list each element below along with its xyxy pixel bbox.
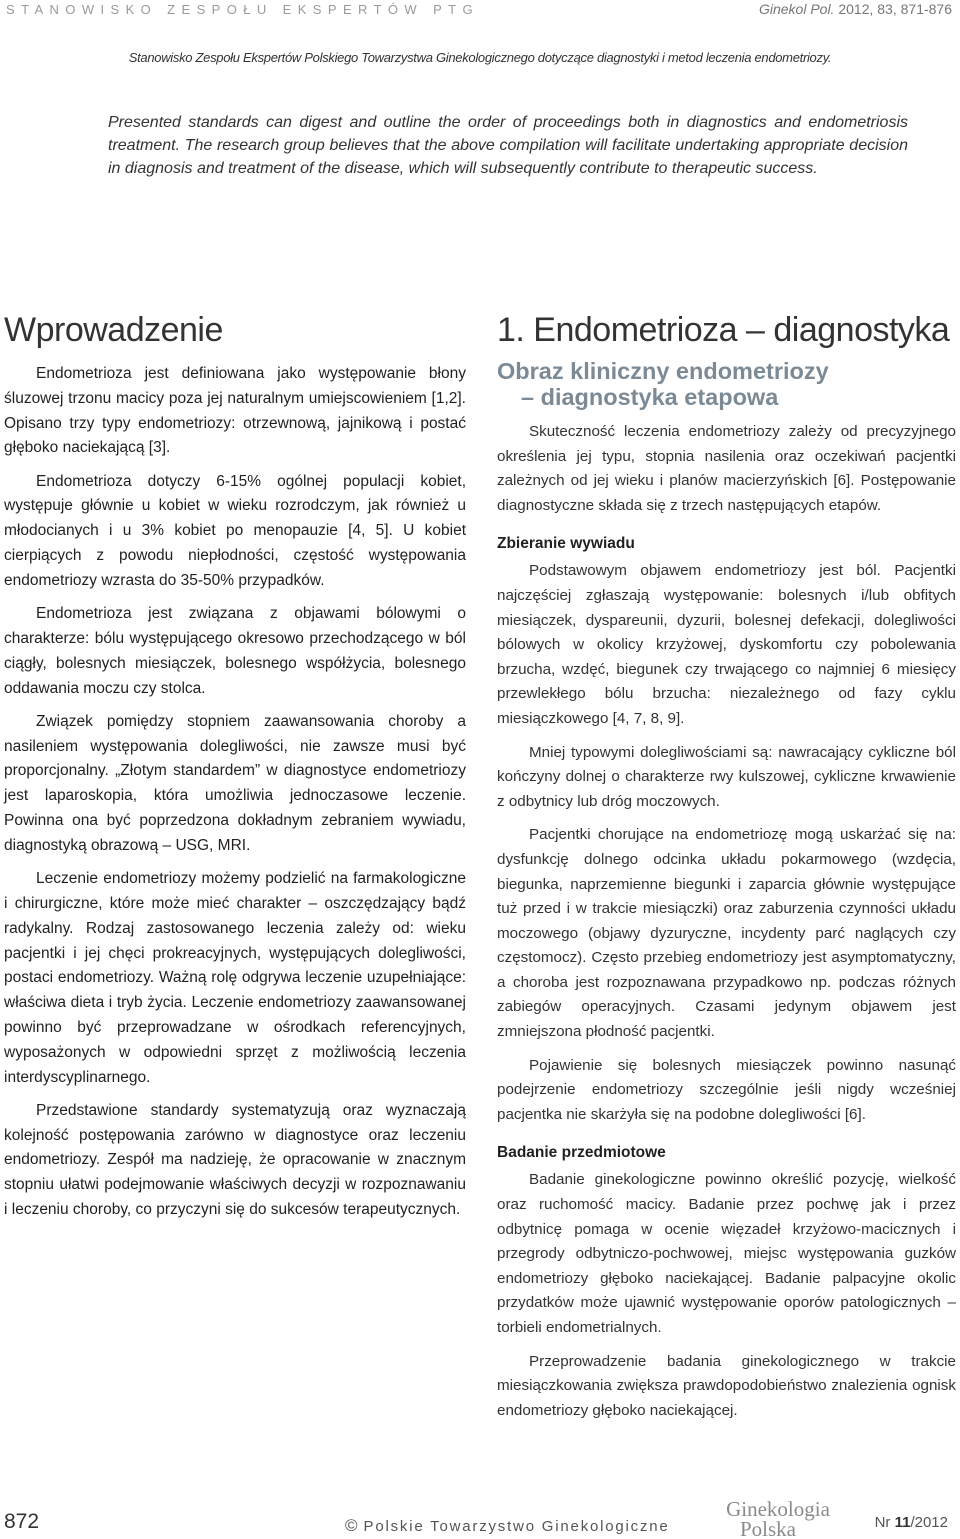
left-column	[4, 308, 466, 1231]
journal-name: Ginekol Pol.	[758, 1, 835, 17]
article-subtitle: Stanowisko Zespołu Ekspertów Polskiego Towarzystwa Ginekologicznego dotyczące diagnostyki i metod leczenia endometriozy.	[128, 50, 832, 65]
abstract-text: Presented standards can digest and outline the order of proceedings both in diagnostics and endometriosis treatment. The research group believes that the above compilation will facilitate undertaking appropriate decision in diagnosis and treatment of the disease, which will subsequently contribute to therapeutic success.	[108, 114, 908, 177]
citation-details: 2012, 83, 871-876	[834, 1, 952, 17]
logo-line2: Polska	[739, 1517, 797, 1538]
page-number: 872	[4, 1510, 40, 1533]
running-title: STANOWISKO ZESPOŁU EKSPERTÓW PTG	[6, 2, 480, 17]
section-heading-diagnostics: 1. Endometrioza – diagnostyka	[497, 311, 950, 349]
exam-paragraph: Badanie ginekologiczne powinno określić pozycję, wielkość oraz ruchomość macicy. Badanie przez pochwę jak i przez odbytnicę pomaga w ocenie więzadeł krzyżowo-macicznych i przegrody odbytniczo-pochwowej, miejsc występowania guzków endometriozy głęboko naciekającej. Badanie palpacyjne okolic przydatków może ujawnić występowanie oporów patologicznych – torbieli endometrialnych.	[497, 1171, 956, 1336]
diagnostics-intro-paragraph: Skuteczność leczenia endometriozy zależy od precyzyjnego określenia jej typu, stopnia nasilenia oraz oczekiwań pacjentki zależnych od jej wieku i planów macierzyńskich [6]. Postępowanie diagnostyczne składa się z trzech następujących etapów.	[497, 423, 956, 514]
intro-paragraph: Endometrioza jest związana z objawami bólowymi o charakterze: bólu występującego okresowo przechodzącego w ból ciągły, bolesnych miesiączek, bolesnego współżycia, bolesnego oddawania moczu czy stolca.	[4, 605, 466, 697]
intro-paragraph: Endometrioza jest definiowana jako występowanie błony śluzowej trzonu macicy poza jej naturalnym umiejscowieniem [1,2]. Opisano trzy typy endometriozy: otrzewnową, jajnikową i postać głęboko naciekającą [3].	[4, 365, 466, 457]
history-paragraph: Pojawienie się bolesnych miesiączek powinno nasunąć podejrzenie endometriozy szczególnie jeśli nigdy wcześniej pacjentka nie skarżyła się na podobne dolegliwości [6].	[497, 1056, 956, 1123]
history-paragraph: Mniej typowymi dolegliwościami są: nawracający cykliczne ból kończyny dolnej o charakterze rwy kulszowej, cykliczne krwawienie z odbytnicy lub dróg moczowych.	[497, 743, 956, 810]
section-heading-introduction: Wprowadzenie	[4, 311, 223, 349]
journal-citation	[759, 1, 952, 17]
issue-value: 11	[894, 1514, 911, 1531]
subsection-heading-line2: – diagnostyka etapowa	[521, 384, 779, 410]
issue-prefix: Nr	[874, 1514, 895, 1531]
subsection-heading-line1: Obraz kliniczny endometriozy	[497, 358, 829, 384]
journal-logo	[718, 1498, 838, 1538]
exam-paragraph: Przeprowadzenie badania ginekologicznego w trakcie miesiączkowania zwiększa prawdopodobieństwo znalezienia ognisk endometriozy głęboko naciekającej.	[497, 1352, 956, 1419]
subsection-heading	[497, 358, 956, 410]
copyright-symbol: ©	[345, 1516, 358, 1535]
page-footer	[0, 1496, 960, 1539]
history-taking-heading: Zbieranie wywiadu	[497, 535, 635, 553]
right-column	[497, 308, 956, 1432]
intro-paragraph: Związek pomiędzy stopniem zaawansowania choroby a nasileniem występowania dolegliwości, nie zawsze musi być proporcjonalny. „Złotym standardem” w diagnostyce endometriozy jest laparoskopia, która umożliwia jednoczasowe leczenie. Powinna ona być poprzedzona dokładnym zebraniem wywiadu, diagnostyką obrazową – USG, MRI.	[4, 712, 466, 854]
history-paragraph: Pacjentki chorujące na endometriozę mogą uskarżać się na: dysfunkcję dolnego odcinka układu pokarmowego (wzdęcia, biegunka, naprzemienne biegunki i zaparcia głównie występujące tuż przed i w trakcie miesiączki) oraz zaburzenia czynności układu moczowego (objawy dyzuryczne, incydenty parć naglących czy częstomocz). Często przebieg endometriozy jest asymptomatyczny, a choroba jest rozpoznawana przypadkowo np. podczas różnych zabiegów operacyjnych. Czasami jedynym objawem jest zmniejszona płodność pacjentki.	[497, 826, 956, 1041]
intro-paragraph: Przedstawione standardy systematyzują oraz wyznaczają kolejność postępowania zarówno w diagnostyce oraz leczeniu endometriozy. Zespół ma nadzieję, że opracowanie w znacznym stopniu ułatwi podejmowanie właściwych decyzji w rozpoznawaniu i leczeniu choroby, co przyczyni się do sukcesów terapeutycznych.	[4, 1101, 466, 1218]
issue-number	[875, 1514, 948, 1531]
publisher-name: Polskie Towarzystwo Ginekologiczne	[363, 1518, 670, 1535]
publisher-line	[345, 1516, 670, 1536]
physical-exam-heading: Badanie przedmiotowe	[497, 1144, 666, 1162]
logo-line1: Ginekologia	[726, 1498, 830, 1521]
issue-year: /2012	[910, 1514, 948, 1531]
history-paragraph: Podstawowym objawem endometriozy jest ból. Pacjentki najczęściej zgłaszają występowanie: bolesnych i/lub obfitych miesiączek, dyspareunii, dyzurii, bolesnej defekacji, dolegliwości bólowych w okolicy krzyżowej, dyskomfortu czy pobolewania brzucha, wzdęć, biegunek czy trwającego co najmniej 6 miesięcy przewlekłego bólu brzucha: niezależnego od fazy cyklu miesiączkowego [4, 7, 8, 9].	[497, 562, 956, 727]
intro-paragraph: Endometrioza dotyczy 6-15% ogólnej populacji kobiet, występuje głównie u kobiet w wieku rozrodczym, jak również u młodocianych i u 3% kobiet po menopauzie [4, 5]. U kobiet cierpiących z powodu niepłodności, częstość występowania endometriozy wzrasta do 35-50% przypadków.	[4, 472, 466, 589]
intro-paragraph: Leczenie endometriozy możemy podzielić na farmakologiczne i chirurgiczne, które może mieć charakter – oszczędzający bądź radykalny. Rodzaj zastosowanego leczenia zależy od: wieku pacjentki i jej chęci prokreacyjnych, występujących dolegliwości, postaci endometriozy. Ważną rolę odgrywa leczenie uzupełniające: właściwa dieta i tryb życia. Leczenie endometriozy zaawansowanej powinno być przeprowadzane w ośrodkach referencyjnych, wyposażonych w odpowiedni sprzęt z możliwością leczenia interdyscyplinarnego.	[4, 870, 466, 1086]
